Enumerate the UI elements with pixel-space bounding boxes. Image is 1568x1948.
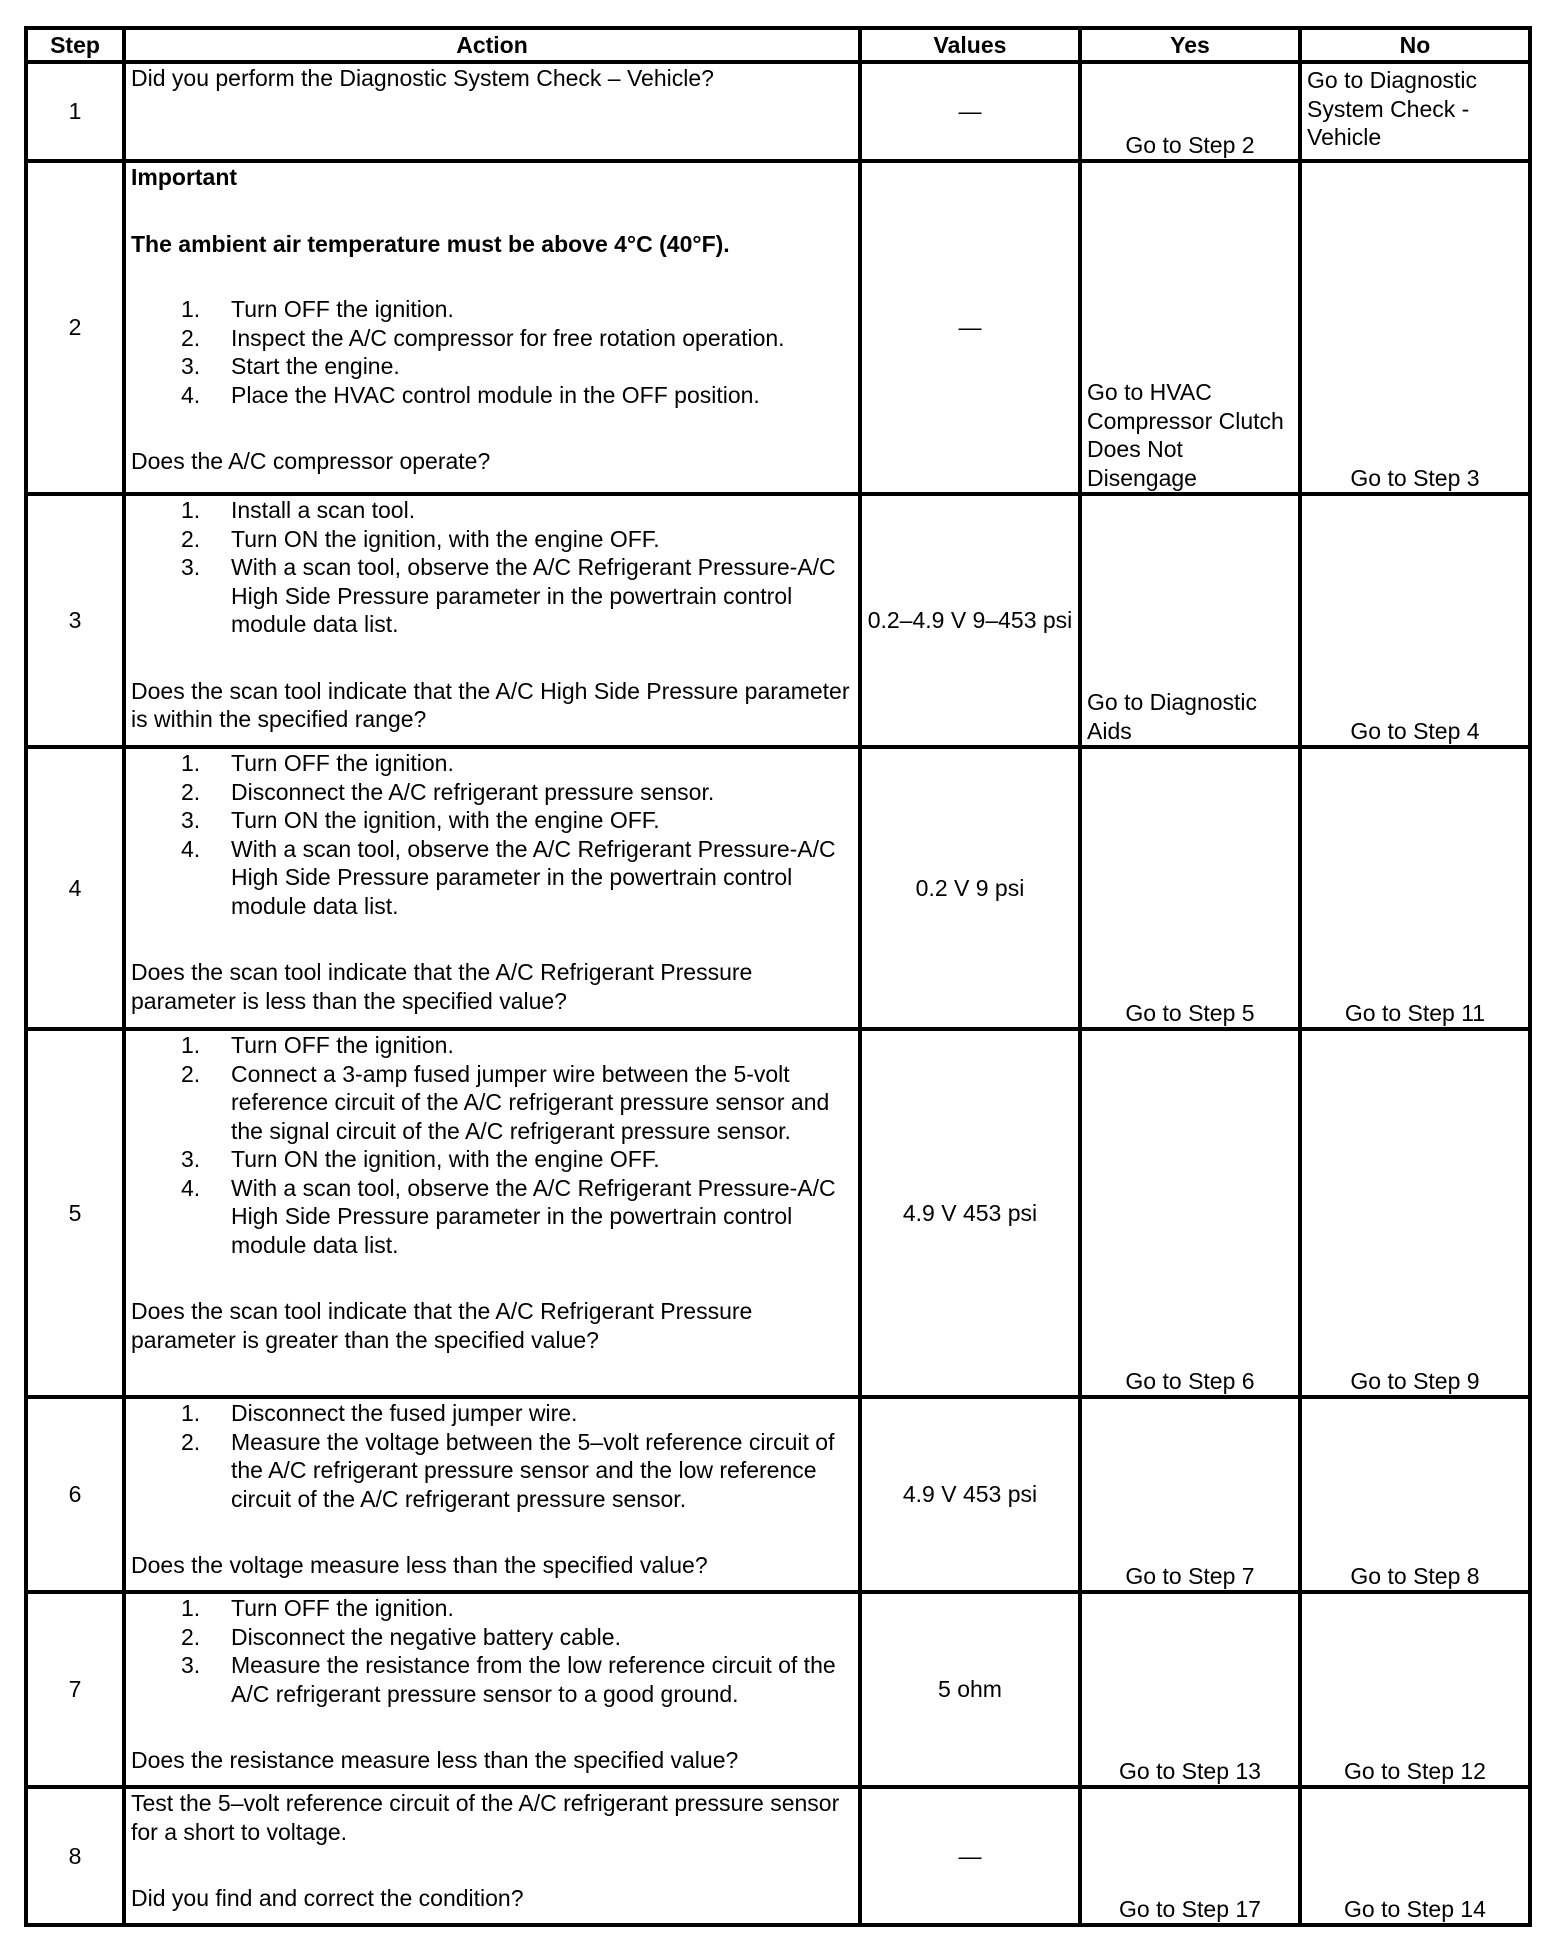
action-cell xyxy=(124,1592,860,1787)
list-item: With a scan tool, observe the A/C Refrigerant Pressure-A/C High Side Pressure parameter in the powertrain control module data list. xyxy=(231,835,836,919)
important-label: Important xyxy=(131,164,238,190)
list-item: Turn OFF the ignition. xyxy=(231,1595,454,1621)
list-item: Turn ON the ignition, with the engine OFF. xyxy=(231,807,660,833)
question-text: Does the scan tool indicate that the A/C High Side Pressure parameter is within the specified range? xyxy=(131,677,850,732)
instruction-list xyxy=(131,496,853,639)
question-text: Did you perform the Diagnostic System Check – Vehicle? xyxy=(131,65,714,91)
action-cell xyxy=(124,161,860,494)
diagnostic-table xyxy=(24,26,1532,1927)
list-item: Connect a 3-amp fused jumper wire between the 5-volt reference circuit of the A/C refrigerant pressure sensor and the signal circuit of the A/C refrigerant pressure sensor. xyxy=(231,1060,830,1144)
no-cell: Go to Step 3 xyxy=(1300,161,1530,494)
question-text: Does the A/C compressor operate? xyxy=(131,448,491,474)
values-cell: — xyxy=(860,161,1080,494)
step-number: 8 xyxy=(26,1787,124,1925)
header-no: No xyxy=(1300,28,1530,62)
values-cell: 0.2–4.9 V 9–453 psi xyxy=(860,494,1080,747)
list-item: Disconnect the A/C refrigerant pressure sensor. xyxy=(231,778,715,805)
values-cell: — xyxy=(860,1787,1080,1925)
list-item: With a scan tool, observe the A/C Refrigerant Pressure-A/C High Side Pressure parameter in the powertrain control module data list. xyxy=(231,1174,836,1258)
table-header-row xyxy=(26,28,1530,62)
list-item: Disconnect the negative battery cable. xyxy=(231,1623,621,1650)
action-cell xyxy=(124,1397,860,1592)
list-item: Measure the resistance from the low reference circuit of the A/C refrigerant pressure sensor to a good ground. xyxy=(231,1652,836,1707)
question-text: Does the resistance measure less than the specified value? xyxy=(131,1747,739,1773)
header-yes: Yes xyxy=(1080,28,1300,62)
important-text: The ambient air temperature must be above 4°C (40°F). xyxy=(131,230,730,257)
list-item: Turn ON the ignition, with the engine OFF. xyxy=(231,1146,660,1172)
question-text: Does the scan tool indicate that the A/C Refrigerant Pressure parameter is greater than the specified value? xyxy=(131,1298,753,1353)
step-number: 3 xyxy=(26,494,124,747)
table-row xyxy=(26,161,1530,494)
list-item: Turn ON the ignition, with the engine OFF. xyxy=(231,525,660,552)
step-number: 1 xyxy=(26,62,124,161)
list-item: Disconnect the fused jumper wire. xyxy=(231,1400,578,1426)
table-row xyxy=(26,62,1530,161)
yes-cell: Go to Step 6 xyxy=(1080,1029,1300,1397)
step-number: 7 xyxy=(26,1592,124,1787)
table-row xyxy=(26,494,1530,747)
instruction-list xyxy=(131,749,853,920)
step-number: 6 xyxy=(26,1397,124,1592)
no-cell: Go to Step 12 xyxy=(1300,1592,1530,1787)
yes-cell: Go to HVAC Compressor Clutch Does Not Disengage xyxy=(1080,161,1300,494)
yes-cell: Go to Step 7 xyxy=(1080,1397,1300,1592)
list-item: Turn OFF the ignition. xyxy=(231,750,454,776)
instruction-list xyxy=(131,1031,853,1259)
values-cell: 5 ohm xyxy=(860,1592,1080,1787)
no-cell: Go to Step 8 xyxy=(1300,1397,1530,1592)
values-cell: 4.9 V 453 psi xyxy=(860,1397,1080,1592)
yes-cell: Go to Step 2 xyxy=(1080,62,1300,161)
header-action: Action xyxy=(124,28,860,62)
question-text: Did you find and correct the condition? xyxy=(131,1885,524,1911)
table-row xyxy=(26,1787,1530,1925)
list-item: Place the HVAC control module in the OFF position. xyxy=(231,381,760,408)
step-number: 4 xyxy=(26,747,124,1029)
no-cell: Go to Step 4 xyxy=(1300,494,1530,747)
list-item: Measure the voltage between the 5–volt reference circuit of the A/C refrigerant pressure sensor and the low reference circuit of the A/C refrigerant pressure sensor. xyxy=(231,1428,835,1512)
header-values: Values xyxy=(860,28,1080,62)
no-cell: Go to Diagnostic System Check - Vehicle xyxy=(1300,62,1530,161)
no-cell: Go to Step 14 xyxy=(1300,1787,1530,1925)
table-row xyxy=(26,1029,1530,1397)
table-row xyxy=(26,1397,1530,1592)
values-cell: — xyxy=(860,62,1080,161)
action-cell xyxy=(124,494,860,747)
instruction-list xyxy=(131,1594,853,1708)
list-item: Inspect the A/C compressor for free rotation operation. xyxy=(231,324,785,351)
list-item: Turn OFF the ignition. xyxy=(231,296,454,322)
action-cell xyxy=(124,1787,860,1925)
action-cell xyxy=(124,747,860,1029)
list-item: With a scan tool, observe the A/C Refrigerant Pressure-A/C High Side Pressure parameter in the powertrain control module data list. xyxy=(231,554,836,637)
yes-cell: Go to Step 13 xyxy=(1080,1592,1300,1787)
yes-cell: Go to Diagnostic Aids xyxy=(1080,494,1300,747)
step-number: 2 xyxy=(26,161,124,494)
values-cell: 0.2 V 9 psi xyxy=(860,747,1080,1029)
no-cell: Go to Step 9 xyxy=(1300,1029,1530,1397)
action-cell xyxy=(124,62,860,161)
step-number: 5 xyxy=(26,1029,124,1397)
question-text: Does the scan tool indicate that the A/C Refrigerant Pressure parameter is less than the specified value? xyxy=(131,959,753,1014)
list-item: Turn OFF the ignition. xyxy=(231,1032,454,1058)
header-step: Step xyxy=(26,28,124,62)
no-cell: Go to Step 11 xyxy=(1300,747,1530,1029)
list-item: Start the engine. xyxy=(231,353,400,379)
yes-cell: Go to Step 17 xyxy=(1080,1787,1300,1925)
action-text: Test the 5–volt reference circuit of the A/C refrigerant pressure sensor for a short to voltage. xyxy=(131,1790,840,1845)
list-item: Install a scan tool. xyxy=(231,497,416,523)
table-row xyxy=(26,1592,1530,1787)
question-text: Does the voltage measure less than the specified value? xyxy=(131,1552,708,1578)
yes-cell: Go to Step 5 xyxy=(1080,747,1300,1029)
instruction-list xyxy=(131,1399,853,1513)
action-cell xyxy=(124,1029,860,1397)
values-cell: 4.9 V 453 psi xyxy=(860,1029,1080,1397)
table-row xyxy=(26,747,1530,1029)
instruction-list xyxy=(131,295,853,409)
